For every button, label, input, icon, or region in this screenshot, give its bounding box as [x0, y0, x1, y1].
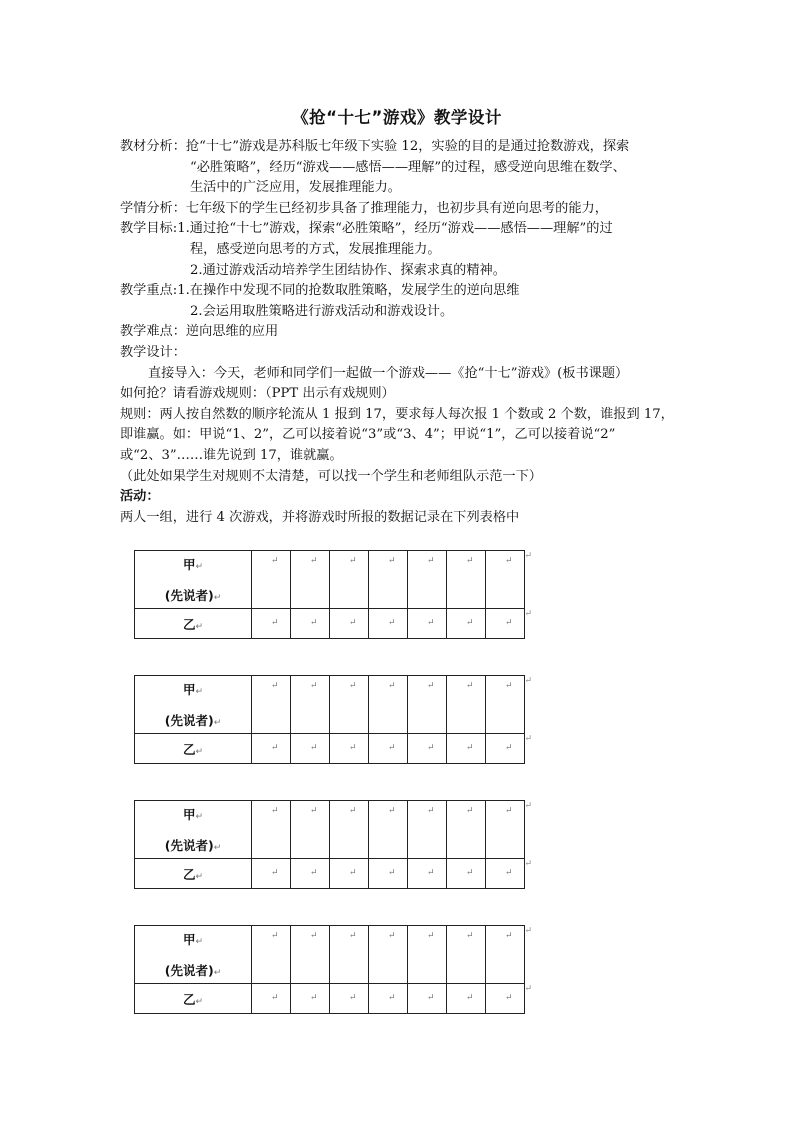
- record-cell[interactable]: ↵ ↵: [486, 609, 525, 639]
- text-line: 2.通过游戏活动培养学生团结协作、探索求真的精神。: [190, 262, 506, 278]
- record-cell[interactable]: ↵: [252, 551, 291, 609]
- record-cell[interactable]: ↵: [369, 859, 408, 889]
- player-b-header: 乙↵: [135, 859, 252, 889]
- game-record-table: [134, 675, 532, 764]
- record-cell[interactable]: ↵: [252, 801, 291, 859]
- record-cell[interactable]: ↵: [330, 551, 369, 609]
- record-cell[interactable]: ↵: [330, 926, 369, 984]
- text-line: 教学目标:1.通过抢“十七”游戏，探索“必胜策略”，经历“游戏——感悟——理解”的过: [120, 221, 613, 237]
- text-line: 教学重点:1.在操作中发现不同的抢数取胜策略，发展学生的逆向思维: [120, 283, 520, 299]
- record-cell[interactable]: ↵: [252, 984, 291, 1014]
- record-cell[interactable]: ↵: [408, 859, 447, 889]
- record-cell[interactable]: ↵: [408, 734, 447, 764]
- table-row: [135, 801, 525, 859]
- record-cell[interactable]: ↵: [291, 859, 330, 889]
- text-line: “必胜策略”，经历“游戏——感悟——理解”的过程，感受逆向思维在数学、: [190, 159, 626, 175]
- record-cell[interactable]: ↵: [330, 801, 369, 859]
- record-cell[interactable]: ↵: [447, 676, 486, 734]
- record-cell[interactable]: ↵: [291, 801, 330, 859]
- record-cell[interactable]: ↵: [330, 676, 369, 734]
- game-record-table: [134, 550, 532, 639]
- record-cell[interactable]: ↵: [330, 859, 369, 889]
- record-cell[interactable]: ↵: [252, 609, 291, 639]
- record-cell[interactable]: ↵: [408, 984, 447, 1014]
- text-line: 或“2、3”……谁先说到 17，谁就赢。: [120, 447, 343, 463]
- record-cell[interactable]: ↵: [369, 734, 408, 764]
- page-title: 《抢“十七”游戏》教学设计: [292, 108, 502, 127]
- document-body: [120, 137, 690, 528]
- player-a-header: 甲↵ (先说者)↵: [135, 926, 252, 984]
- text-line: 程，感受逆向思考的方式，发展推理能力。: [190, 241, 441, 257]
- record-cell[interactable]: ↵: [330, 609, 369, 639]
- record-cell[interactable]: ↵: [291, 926, 330, 984]
- table-row: [135, 926, 525, 984]
- text-line: 如何抢？请看游戏规则：（PPT 出示有戏规则）: [120, 386, 395, 402]
- record-cell[interactable]: ↵: [447, 984, 486, 1014]
- record-cell[interactable]: ↵ ↵: [486, 551, 525, 609]
- table-row: [135, 984, 525, 1014]
- table-row: [135, 609, 525, 639]
- record-cell[interactable]: ↵: [408, 609, 447, 639]
- record-cell[interactable]: ↵ ↵: [486, 801, 525, 859]
- text-line: 教学难点：逆向思维的应用: [120, 324, 279, 340]
- record-cell[interactable]: ↵: [369, 801, 408, 859]
- text-line: 学情分析：七年级下的学生已经初步具备了推理能力，也初步具有逆向思考的能力，: [120, 200, 608, 216]
- record-cell[interactable]: ↵: [447, 609, 486, 639]
- record-cell[interactable]: ↵: [330, 984, 369, 1014]
- record-cell[interactable]: ↵: [447, 926, 486, 984]
- record-cell[interactable]: ↵: [330, 734, 369, 764]
- record-cell[interactable]: ↵: [408, 676, 447, 734]
- text-line: 即谁赢。如：甲说“1、2”，乙可以接着说“3”或“3、4”；甲说“1”，乙可以接着说“2”: [120, 427, 616, 443]
- record-cell[interactable]: ↵: [447, 801, 486, 859]
- player-b-header: 乙↵: [135, 609, 252, 639]
- record-cell[interactable]: ↵ ↵: [486, 734, 525, 764]
- record-cell[interactable]: ↵: [447, 734, 486, 764]
- player-a-header: 甲↵ (先说者)↵: [135, 551, 252, 609]
- text-line: 2.会运用取胜策略进行游戏活动和游戏设计。: [190, 303, 454, 319]
- record-cell[interactable]: ↵ ↵: [486, 859, 525, 889]
- record-cell[interactable]: ↵: [408, 551, 447, 609]
- record-cell[interactable]: ↵: [447, 551, 486, 609]
- table-row: [135, 551, 525, 609]
- record-cell[interactable]: ↵: [291, 676, 330, 734]
- record-cell[interactable]: ↵: [291, 609, 330, 639]
- text-line: （此处如果学生对规则不太清楚，可以找一个学生和老师组队示范一下）: [120, 468, 542, 484]
- record-cell[interactable]: ↵: [369, 926, 408, 984]
- record-cell[interactable]: ↵: [447, 859, 486, 889]
- record-cell[interactable]: ↵: [408, 801, 447, 859]
- record-cell[interactable]: ↵ ↵: [486, 926, 525, 984]
- player-b-header: 乙↵: [135, 734, 252, 764]
- record-cell[interactable]: ↵: [369, 551, 408, 609]
- text-line: 教材分析：抢“十七”游戏是苏科版七年级下实验 12，实验的目的是通过抢数游戏，探索: [120, 139, 630, 154]
- table-row: [135, 734, 525, 764]
- text-line: 直接导入：今天，老师和同学们一起做一个游戏——《抢“十七”游戏》(板书课题）: [148, 365, 629, 381]
- game-record-table: [134, 925, 532, 1014]
- table-row: [135, 676, 525, 734]
- record-cell[interactable]: ↵: [252, 734, 291, 764]
- activity-heading: 活动：: [120, 489, 160, 505]
- text-line: 两人一组，进行 4 次游戏，并将游戏时所报的数据记录在下列表格中: [120, 509, 520, 525]
- player-a-header: 甲↵ (先说者)↵: [135, 801, 252, 859]
- record-cell[interactable]: ↵: [252, 676, 291, 734]
- text-line: 生活中的广泛应用，发展推理能力。: [190, 180, 401, 196]
- record-cell[interactable]: ↵: [252, 859, 291, 889]
- record-cell[interactable]: ↵: [291, 734, 330, 764]
- record-cell[interactable]: ↵: [369, 984, 408, 1014]
- record-cell[interactable]: ↵ ↵: [486, 676, 525, 734]
- text-line: 规则：两人按自然数的顺序轮流从 1 报到 17，要求每人每次报 1 个数或 2 个数，谁报到 17，: [120, 406, 674, 422]
- player-b-header: 乙↵: [135, 984, 252, 1014]
- record-cell[interactable]: ↵ ↵: [486, 984, 525, 1014]
- record-cell[interactable]: ↵: [252, 926, 291, 984]
- record-cell[interactable]: ↵: [291, 984, 330, 1014]
- record-cell[interactable]: ↵: [408, 926, 447, 984]
- table-row: [135, 859, 525, 889]
- record-cell[interactable]: ↵: [369, 676, 408, 734]
- record-cell[interactable]: ↵: [291, 551, 330, 609]
- record-cell[interactable]: ↵: [369, 609, 408, 639]
- player-a-header: 甲↵ (先说者)↵: [135, 676, 252, 734]
- game-record-table: [134, 800, 532, 889]
- text-line: 教学设计：: [120, 344, 186, 360]
